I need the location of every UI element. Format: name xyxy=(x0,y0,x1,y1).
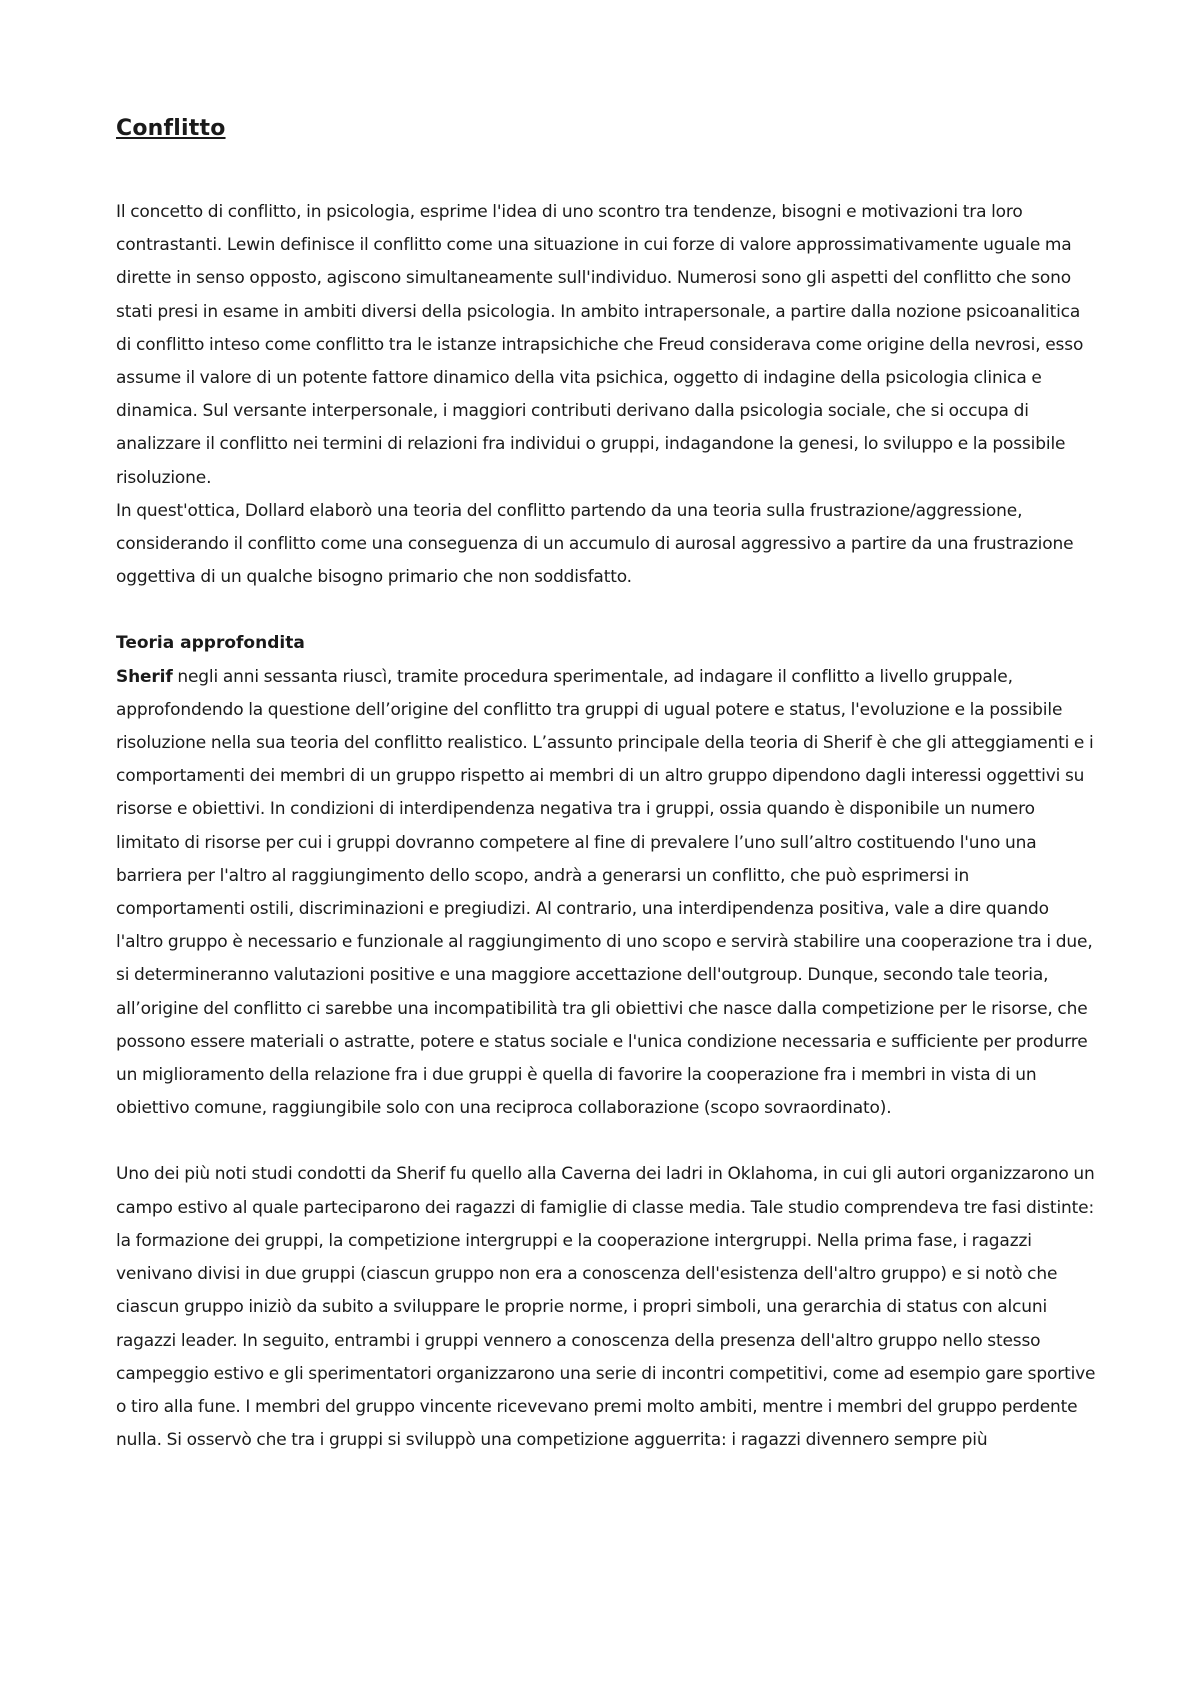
dollard-paragraph: In quest'ottica, Dollard elaborò una teoria del conflitto partendo da una teoria sulla frustrazione/aggressione, considerando il conflitto come una conseguenza di un accumulo di aurosal aggressivo a partire da una frustrazione oggettiva di un qualche bisogno primario che non soddisfatto. xyxy=(116,500,1074,588)
sherif-paragraph-text: negli anni sessanta riuscì, tramite procedura sperimentale, ad indagare il conflitto a livello gruppale, approfondendo la questione dell’origine del conflitto tra gruppi di ugual potere e status, l'evoluzione e la possibile risoluzione nella sua teoria del conflitto realistico. L’assunto principale della teoria di Sherif è che gli atteggiamenti e i comportamenti dei membri di un gruppo rispetto ai membri di un altro gruppo dipendono dagli interessi oggettivi su risorse e obiettivi. In condizioni di interdipendenza negativa tra i gruppi, ossia quando è disponibile un numero limitato di risorse per cui i gruppi dovranno competere al fine di prevalere l’uno sull’altro costituendo l'uno una barriera per l'altro al raggiungimento dello scopo, andrà a generarsi un conflitto, che può esprimersi in comportamenti ostili, discriminazioni e pregiudizi. Al contrario, una interdipendenza positiva, vale a dire quando l'altro gruppo è necessario e funzionale al raggiungimento di uno scopo e servirà stabilire una cooperazione tra i due, si determineranno valutazioni positive e una maggiore accettazione dell'outgroup. Dunque, secondo tale teoria, all’origine del conflitto ci sarebbe una incompatibilità tra gli obiettivi che nasce dalla competizione per le risorse, che possono essere materiali o astratte, potere e status sociale e l'unica condizione necessaria e sufficiente per produrre un miglioramento della relazione fra i due gruppi è quella di favorire la cooperazione fra i membri in vista di un obiettivo comune, raggiungibile solo con una reciproca collaborazione (scopo sovraordinato). xyxy=(116,666,1094,1119)
document-title: Conflitto xyxy=(116,116,226,141)
document-page xyxy=(116,112,1096,1457)
sherif-paragraph xyxy=(116,661,1096,1126)
intro-paragraph: Il concetto di conflitto, in psicologia, esprime l'idea di uno scontro tra tendenze, bisogni e motivazioni tra loro contrastanti. Lewin definisce il conflitto come una situazione in cui forze di valore approssimativamente uguale ma dirette in senso opposto, agiscono simultaneamente sull'individuo. Numerosi sono gli aspetti del conflitto che sono stati presi in esame in ambiti diversi della psicologia. In ambito intrapersonale, a partire dalla nozione psicoanalitica di conflitto inteso come conflitto tra le istanze intrapsichiche che Freud considerava come origine della nevrosi, esso assume il valore di un potente fattore dinamico della vita psichica, oggetto di indagine della psicologia clinica e dinamica. Sul versante interpersonale, i maggiori contributi derivano dalla psicologia sociale, che si occupa di analizzare il conflitto nei termini di relazioni fra individui o gruppi, indagandone la genesi, lo sviluppo e la possibile risoluzione. xyxy=(116,202,1084,488)
robbers-cave-paragraph: Uno dei più noti studi condotti da Sherif fu quello alla Caverna dei ladri in Oklahoma, in cui gli autori organizzarono un campo estivo al quale parteciparono dei ragazzi di famiglie di classe media. Tale studio comprendeva tre fasi distinte: la formazione dei gruppi, la competizione intergruppi e la cooperazione intergruppi. Nella prima fase, i ragazzi venivano divisi in due gruppi (ciascun gruppo non era a conoscenza dell'esistenza dell'altro gruppo) e si notò che ciascun gruppo iniziò da subito a sviluppare le proprie norme, i propri simboli, una gerarchia di status con alcuni ragazzi leader. In seguito, entrambi i gruppi vennero a conoscenza della presenza dell'altro gruppo nello stesso campeggio estivo e gli sperimentatori organizzarono una serie di incontri competitivi, come ad esempio gare sportive o tiro alla fune. I membri del gruppo vincente ricevevano premi molto ambiti, mentre i membri del gruppo perdente nulla. Si osservò che tra i gruppi si sviluppò una competizione agguerrita: i ragazzi divennero sempre più xyxy=(116,1164,1096,1451)
section-heading: Teoria approfondita xyxy=(116,633,305,654)
sherif-name: Sherif xyxy=(116,666,173,687)
